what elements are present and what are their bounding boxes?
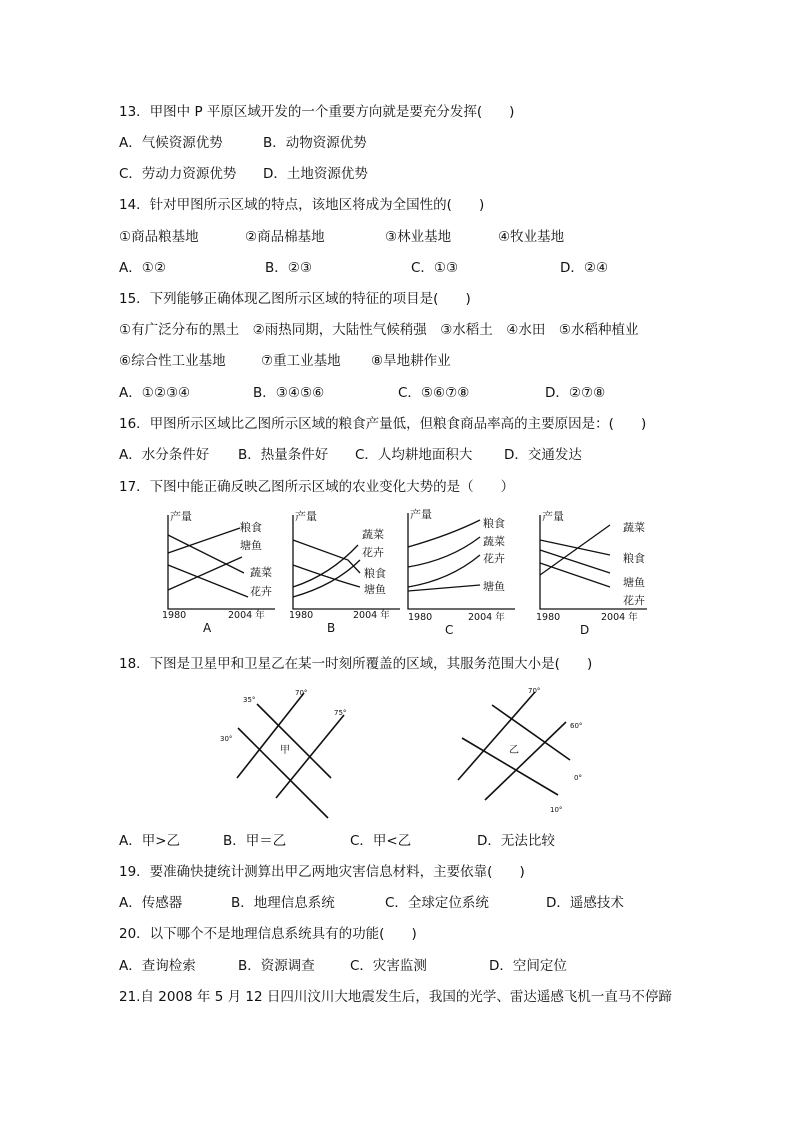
q17-chart-b-label-1: 蔬菜 [362,528,384,541]
q14-options [119,259,719,277]
q17-chart-d-letter: D [580,623,590,637]
q18-right-tick-70: 70° [528,687,541,695]
q14-items [119,228,719,246]
q17-chart-c-ylabel: 产量 [410,508,432,521]
q17-chart-c-label-4: 塘鱼 [483,580,505,593]
q17-chart-b-x-end: 2004 年 [353,610,390,621]
q17-chart-a-label-2: 塘鱼 [240,539,262,552]
q13-stem: 13．甲图中 P 平原区域开发的一个重要方向就是要充分发挥( ) [119,104,515,120]
q17-figure [150,505,670,640]
q18-left-tick-30: 30° [220,735,233,743]
q15-option-b: B．③④⑤⑥ [253,385,325,401]
q16-stem: 16．甲图所示区域比乙图所示区域的粮食产量低，但粮食商品率高的主要原因是：( ) [119,416,647,432]
q17-chart-b-x-start: 1980 [289,610,314,621]
q14-option-b: B．②③ [265,260,312,276]
q18-left-tick-75: 75° [334,709,347,717]
q15-item-8: ⑧旱地耕作业 [371,353,451,369]
q14-stem: 14．针对甲图所示区域的特点，该地区将成为全国性的( ) [119,197,485,213]
q17-stem: 17．下图中能正确反映乙图所示区域的农业变化大势的是（ ） [119,479,515,495]
q16-options [119,446,719,464]
q18-right-tick-10: 10° [550,806,563,814]
q18-left-tick-35: 35° [243,696,256,704]
q17-chart-d-label-4: 花卉 [623,594,645,607]
q17-chart-c-x-end: 2004 年 [468,612,505,623]
q17-chart-a-x-end: 2004 年 [228,610,265,621]
q15-option-c: C．⑤⑥⑦⑧ [398,385,470,401]
q18-option-a: A．甲>乙 [119,833,181,849]
q16-option-d: D．交通发达 [504,447,582,463]
q20-stem: 20．以下哪个不是地理信息系统具有的功能( ) [119,926,417,942]
q17-chart-d-x-start: 1980 [536,612,561,623]
q15-option-d: D．②⑦⑧ [545,385,606,401]
q20-options [119,957,719,975]
q13-options [119,134,719,152]
q14-item-2: ②商品棉基地 [245,229,325,245]
q18-left-grid [237,693,347,818]
q19-option-a: A．传感器 [119,895,183,911]
q17-chart-a-ylabel: 产量 [170,510,192,523]
q21-stem: 21.自 2008 年 5 月 12 日四川汶川大地震发生后，我国的光学、雷达遥感飞机一直马不停蹄 [119,989,672,1005]
q19-option-d: D．遥感技术 [546,895,624,911]
q17-chart-b-label-3: 粮食 [364,567,386,580]
q16-option-a: A．水分条件好 [119,447,210,463]
q20-option-a: A．查询检索 [119,958,196,974]
q18-options [119,832,719,850]
q18-option-c: C．甲<乙 [350,833,412,849]
q19-option-c: C．全球定位系统 [385,895,489,911]
q15-stem: 15．下列能够正确体现乙图所示区域的特征的项目是( ) [119,291,471,307]
q20-option-b: B．资源调查 [238,958,315,974]
q13-option-d: D．土地资源优势 [263,166,368,182]
q13-options-2 [119,165,719,183]
q17-chart-d-label-3: 塘鱼 [623,576,645,589]
q14-item-4: ④牧业基地 [498,229,565,245]
q17-chart-c-x-start: 1980 [408,612,433,623]
q16-option-b: B．热量条件好 [238,447,329,463]
q17-chart-d-label-2: 粮食 [623,552,645,565]
q17-chart-d-ylabel: 产量 [542,510,564,523]
q14-option-a: A．①② [119,260,166,276]
q13-option-c: C．劳动力资源优势 [119,166,237,182]
q19-option-b: B．地理信息系统 [231,895,335,911]
q17-chart-b-letter: B [327,621,336,635]
q14-option-c: C．①③ [411,260,459,276]
q17-chart-c-letter: C [445,623,454,637]
q17-chart-a-letter: A [203,621,212,635]
q14-option-d: D．②④ [560,260,609,276]
q17-chart-b-ylabel: 产量 [295,510,317,523]
q17-chart-a-label-4: 花卉 [250,585,272,598]
q15-options [119,384,719,402]
q15-item-6: ⑥综合性工业基地 [119,353,226,369]
q15-items-line2 [119,352,719,370]
q19-stem: 19．要准确快捷统计测算出甲乙两地灾害信息材料，主要依靠( ) [119,864,525,880]
q15-items-line1: ①有广泛分布的黑土 ②雨热同期，大陆性气候稍强 ③水稻土 ④水田 ⑤水稻种植业 [119,322,639,338]
q18-option-d: D．无法比较 [477,833,555,849]
q20-option-d: D．空间定位 [489,958,567,974]
q18-right-tick-0: 0° [574,774,582,782]
q18-left-tick-70: 70° [295,689,308,697]
q17-chart-c-label-1: 粮食 [483,517,505,530]
q18-option-b: B．甲＝乙 [223,833,287,849]
q14-item-3: ③林业基地 [385,229,452,245]
q17-chart-a-label-3: 蔬菜 [250,566,272,579]
q19-options [119,894,719,912]
q15-option-a: A．①②③④ [119,385,191,401]
q17-chart-c-label-3: 花卉 [483,552,505,565]
q16-option-c: C．人均耕地面积大 [355,447,473,463]
q15-item-7: ⑦重工业基地 [261,353,341,369]
q17-chart-d-label-1: 蔬菜 [623,521,645,534]
q17-chart-a-x-start: 1980 [162,610,187,621]
q17-chart-a-label-1: 粮食 [240,521,262,534]
q20-option-c: C．灾害监测 [350,958,427,974]
q13-option-b: B．动物资源优势 [263,135,367,151]
q17-chart-b-label-4: 塘鱼 [364,583,386,596]
q17-chart-b-label-2: 花卉 [362,546,384,559]
q18-right-label: 乙 [509,745,519,756]
q17-chart-d-x-end: 2004 年 [601,612,638,623]
q18-stem: 18．下图是卫星甲和卫星乙在某一时刻所覆盖的区域，其服务范围大小是( ) [119,656,593,672]
q18-left-label: 甲 [280,745,290,756]
q18-right-tick-60: 60° [570,722,583,730]
q13-option-a: A．气候资源优势 [119,135,223,151]
q18-figure [200,680,620,825]
q17-chart-c-label-2: 蔬菜 [483,535,505,548]
q14-item-1: ①商品粮基地 [119,229,199,245]
